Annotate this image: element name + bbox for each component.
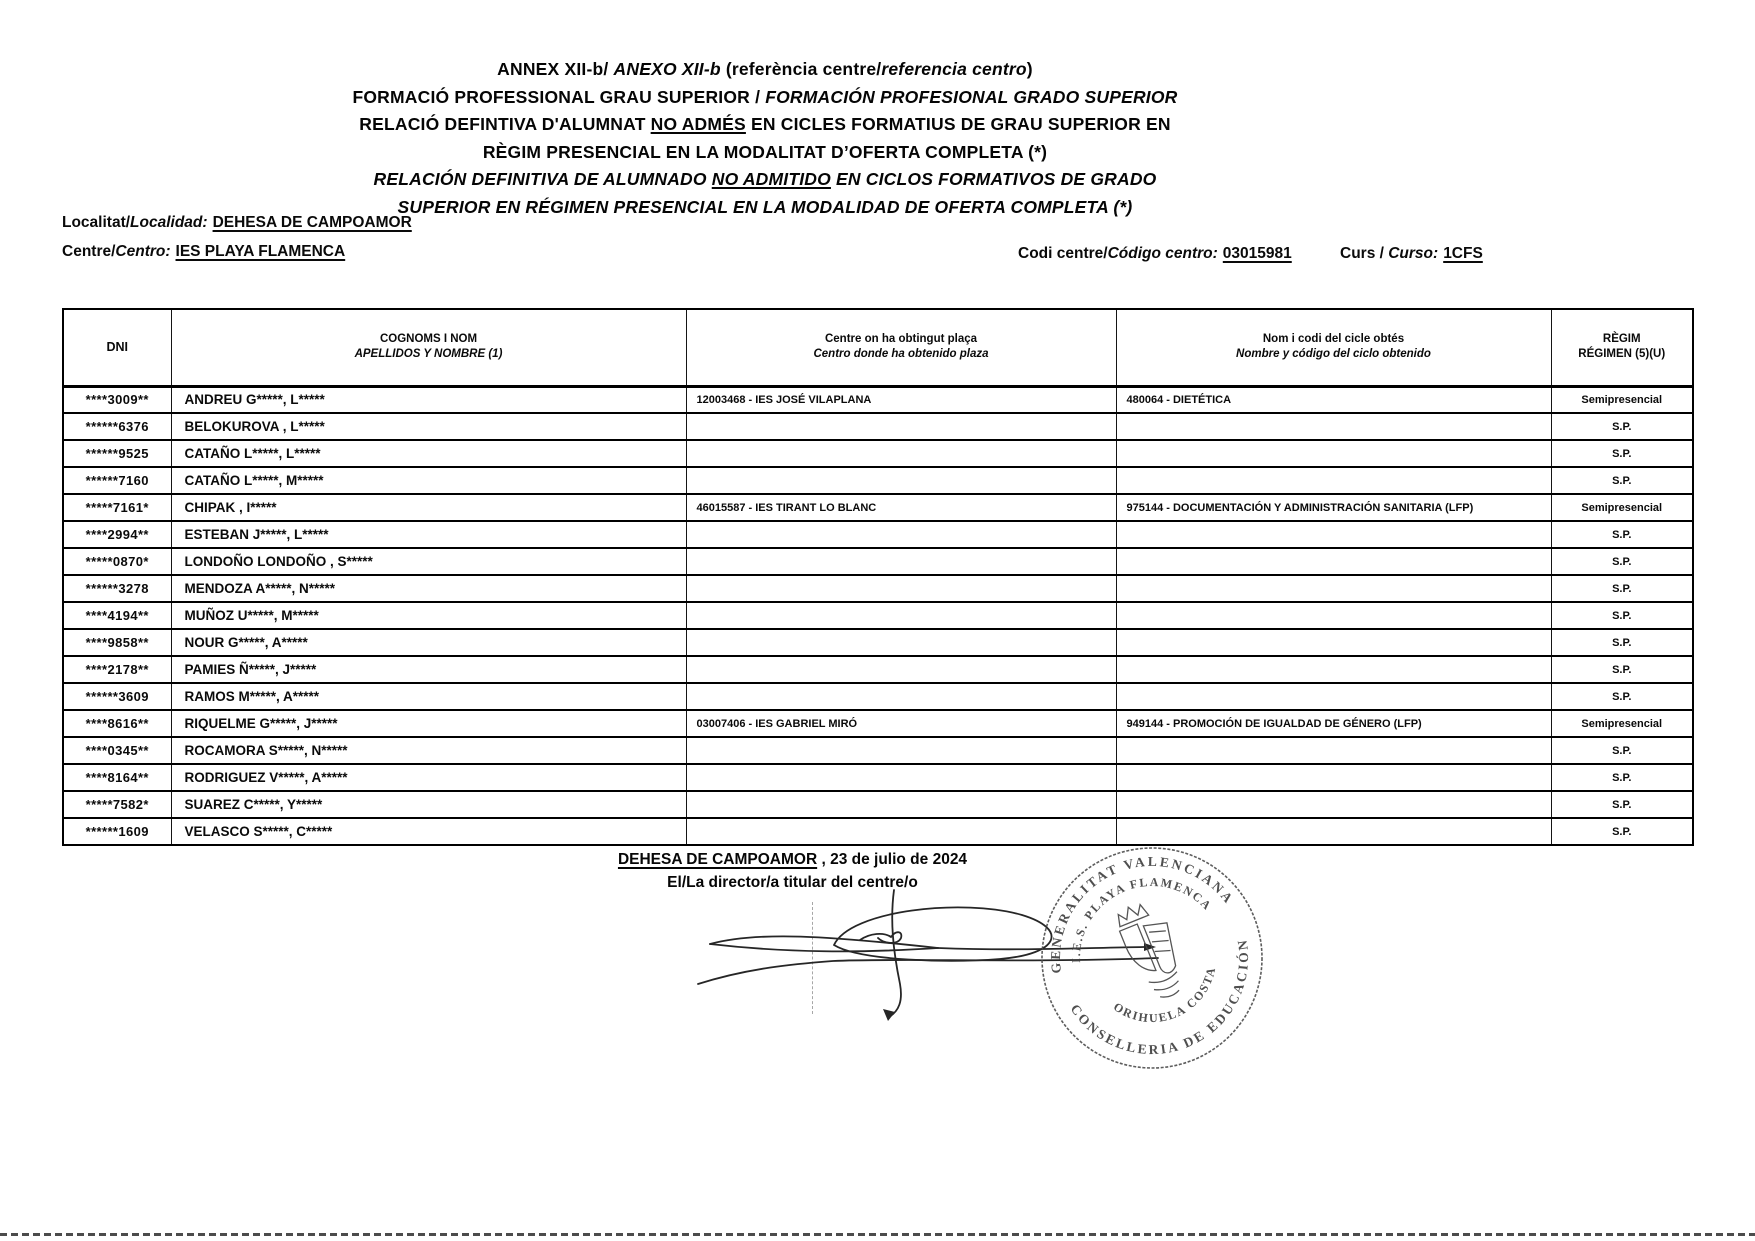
cycle-cell xyxy=(1116,791,1551,818)
column-header-line1: DNI xyxy=(106,339,129,354)
title-segment: RÈGIM PRESENCIAL EN LA MODALITAT D’OFERTA COMPLETA (*) xyxy=(482,141,1048,162)
column-header xyxy=(171,309,686,386)
table-row xyxy=(63,683,1693,710)
centre-cell xyxy=(686,413,1116,440)
cycle-cell xyxy=(1116,764,1551,791)
centre-cell xyxy=(686,575,1116,602)
course-value: 1CFS xyxy=(1443,245,1483,262)
name-cell: MUÑOZ U*****, M***** xyxy=(171,602,686,629)
document-title xyxy=(60,56,1470,221)
regime-cell: S.P. xyxy=(1551,521,1693,548)
name-cell: PAMIES Ñ*****, J***** xyxy=(171,656,686,683)
regime-cell: S.P. xyxy=(1551,818,1693,845)
table-row xyxy=(63,710,1693,737)
centre-cell xyxy=(686,791,1116,818)
cycle-cell xyxy=(1116,440,1551,467)
name-cell: ANDREU G*****, L***** xyxy=(171,386,686,413)
cycle-cell: 480064 - DIETÉTICA xyxy=(1116,386,1551,413)
stamp-outer-top-text: GENERALITAT VALENCIANA xyxy=(1047,853,1238,975)
title-segment: FORMACIÓN PROFESIONAL GRADO SUPERIOR xyxy=(765,86,1178,107)
table-row xyxy=(63,791,1693,818)
dni-cell: ****4194** xyxy=(63,602,171,629)
title-segment: referencia centro xyxy=(881,59,1027,79)
regime-cell: S.P. xyxy=(1551,575,1693,602)
title-segment: SUPERIOR EN RÉGIMEN PRESENCIAL EN LA MODALIDAD DE OFERTA COMPLETA (*) xyxy=(397,196,1133,217)
dni-cell: ****2178** xyxy=(63,656,171,683)
centre-line xyxy=(62,243,345,261)
title-segment: EN CICLES FORMATIUS DE GRAU SUPERIOR EN xyxy=(745,114,1171,134)
footer-block xyxy=(0,851,1585,892)
table-row xyxy=(63,764,1693,791)
regime-cell: S.P. xyxy=(1551,764,1693,791)
centre-cell xyxy=(686,737,1116,764)
signer-title: El/La director/a titular del centre/o xyxy=(667,874,918,891)
column-header xyxy=(63,309,171,386)
regime-cell: S.P. xyxy=(1551,629,1693,656)
table-body xyxy=(63,386,1693,845)
cycle-cell xyxy=(1116,575,1551,602)
title-segment: EN CICLOS FORMATIVOS DE GRADO xyxy=(830,169,1157,189)
title-line xyxy=(60,84,1470,112)
regime-cell: Semipresencial xyxy=(1551,494,1693,521)
cycle-cell xyxy=(1116,521,1551,548)
course-line xyxy=(1340,245,1483,263)
table-row xyxy=(63,818,1693,845)
official-stamp xyxy=(1028,833,1278,1083)
dni-cell: ******3609 xyxy=(63,683,171,710)
title-line xyxy=(60,111,1470,139)
cycle-cell xyxy=(1116,656,1551,683)
regime-cell: S.P. xyxy=(1551,791,1693,818)
centre-cell xyxy=(686,764,1116,791)
centre-code-label-es: Código centro: xyxy=(1107,245,1218,262)
centre-cell xyxy=(686,602,1116,629)
cycle-cell xyxy=(1116,737,1551,764)
column-header-line2: RÉGIMEN (5)(U) xyxy=(1578,348,1666,361)
dni-cell: ****9858** xyxy=(63,629,171,656)
dni-cell: ******9525 xyxy=(63,440,171,467)
regime-cell: Semipresencial xyxy=(1551,710,1693,737)
dni-cell: ****2994** xyxy=(63,521,171,548)
cycle-cell: 975144 - DOCUMENTACIÓN Y ADMINISTRACIÓN SANITARIA (LFP) xyxy=(1116,494,1551,521)
name-cell: RAMOS M*****, A***** xyxy=(171,683,686,710)
table-row xyxy=(63,440,1693,467)
centre-code-line xyxy=(1018,245,1292,263)
cycle-cell xyxy=(1116,629,1551,656)
centre-cell xyxy=(686,467,1116,494)
centre-value: IES PLAYA FLAMENCA xyxy=(175,243,346,260)
centre-code-value: 03015981 xyxy=(1222,245,1292,262)
title-segment: NO ADMÉS xyxy=(650,114,746,134)
name-cell: ROCAMORA S*****, N***** xyxy=(171,737,686,764)
stamp-inner-bottom-text: ORIHUELA COSTA xyxy=(1110,964,1219,1026)
table-header xyxy=(63,309,1693,386)
dni-cell: ******1609 xyxy=(63,818,171,845)
scan-edge-artifact xyxy=(0,1233,1755,1236)
table-row xyxy=(63,737,1693,764)
locality-label-es: Localidad: xyxy=(130,214,208,231)
dni-cell: ****3009** xyxy=(63,386,171,413)
dni-cell: *****7582* xyxy=(63,791,171,818)
locality-label-ca: Localitat/ xyxy=(62,214,131,231)
column-header-line2: Nombre y código del ciclo obtenido xyxy=(1236,348,1431,361)
centre-cell xyxy=(686,548,1116,575)
dni-cell: *****0870* xyxy=(63,548,171,575)
footer-date: , 23 de julio de 2024 xyxy=(817,851,968,868)
name-cell: MENDOZA A*****, N***** xyxy=(171,575,686,602)
column-header xyxy=(1551,309,1693,386)
name-cell: CATAÑO L*****, L***** xyxy=(171,440,686,467)
results-table xyxy=(62,308,1694,846)
name-cell: LONDOÑO LONDOÑO , S***** xyxy=(171,548,686,575)
title-segment: ) xyxy=(1026,59,1033,79)
cycle-cell xyxy=(1116,413,1551,440)
name-cell: SUAREZ C*****, Y***** xyxy=(171,791,686,818)
table-row xyxy=(63,656,1693,683)
regime-cell: S.P. xyxy=(1551,548,1693,575)
course-label-es: Curso: xyxy=(1388,245,1439,262)
name-cell: RIQUELME G*****, J***** xyxy=(171,710,686,737)
centre-cell xyxy=(686,521,1116,548)
column-header-line2: Centro donde ha obtenido plaza xyxy=(813,348,989,361)
regime-cell: S.P. xyxy=(1551,413,1693,440)
stamp-inner-top-text: I.E.S. PLAYA FLAMENCA xyxy=(1068,874,1215,964)
centre-label-es: Centro: xyxy=(115,243,171,260)
column-header xyxy=(1116,309,1551,386)
cycle-cell xyxy=(1116,548,1551,575)
locality-line xyxy=(62,214,412,232)
regime-cell: S.P. xyxy=(1551,737,1693,764)
cycle-cell xyxy=(1116,602,1551,629)
centre-cell: 12003468 - IES JOSÉ VILAPLANA xyxy=(686,386,1116,413)
dni-cell: ******7160 xyxy=(63,467,171,494)
table-row xyxy=(63,548,1693,575)
centre-cell: 03007406 - IES GABRIEL MIRÓ xyxy=(686,710,1116,737)
title-segment: ANEXO XII-b xyxy=(613,59,726,79)
regime-cell: S.P. xyxy=(1551,467,1693,494)
footer-place: DEHESA DE CAMPOAMOR xyxy=(617,851,818,868)
dni-cell: ******6376 xyxy=(63,413,171,440)
table-row xyxy=(63,629,1693,656)
centre-label-ca: Centre/ xyxy=(62,243,116,260)
table-row xyxy=(63,386,1693,413)
title-segment: ANNEX XII-b/ xyxy=(497,59,614,79)
title-segment: (referència centre/ xyxy=(725,59,882,79)
name-cell: CATAÑO L*****, M***** xyxy=(171,467,686,494)
regime-cell: S.P. xyxy=(1551,656,1693,683)
column-header-line2: APELLIDOS Y NOMBRE (1) xyxy=(354,348,503,361)
regime-cell: Semipresencial xyxy=(1551,386,1693,413)
table-row xyxy=(63,575,1693,602)
table-row xyxy=(63,521,1693,548)
table-row xyxy=(63,467,1693,494)
course-label-ca: Curs / xyxy=(1340,245,1389,262)
column-header-line1: Centre on ha obtingut plaça xyxy=(824,333,978,346)
locality-value: DEHESA DE CAMPOAMOR xyxy=(212,214,412,231)
name-cell: RODRIGUEZ V*****, A***** xyxy=(171,764,686,791)
column-header-line1: Nom i codi del cicle obtés xyxy=(1262,333,1405,346)
title-line xyxy=(60,166,1470,194)
regime-cell: S.P. xyxy=(1551,683,1693,710)
place-date-line xyxy=(0,851,1585,869)
centre-cell xyxy=(686,629,1116,656)
column-header-line1: RÈGIM xyxy=(1602,333,1641,346)
name-cell: ESTEBAN J*****, L***** xyxy=(171,521,686,548)
cycle-cell xyxy=(1116,467,1551,494)
cycle-cell xyxy=(1116,683,1551,710)
dni-cell: ****8616** xyxy=(63,710,171,737)
stamp-coat-of-arms xyxy=(1112,896,1192,1005)
name-cell: BELOKUROVA , L***** xyxy=(171,413,686,440)
title-segment: NO ADMITIDO xyxy=(711,169,831,189)
centre-cell xyxy=(686,440,1116,467)
centre-cell xyxy=(686,683,1116,710)
title-line xyxy=(60,139,1470,167)
centre-code-label-ca: Codi centre/ xyxy=(1018,245,1108,262)
regime-cell: S.P. xyxy=(1551,602,1693,629)
table-row xyxy=(63,602,1693,629)
table-row xyxy=(63,494,1693,521)
name-cell: NOUR G*****, A***** xyxy=(171,629,686,656)
dni-cell: ****8164** xyxy=(63,764,171,791)
dni-cell: *****7161* xyxy=(63,494,171,521)
title-line xyxy=(60,56,1470,84)
cycle-cell: 949144 - PROMOCIÓN DE IGUALDAD DE GÉNERO (LFP) xyxy=(1116,710,1551,737)
title-segment: RELACIÓN DEFINITIVA DE ALUMNADO xyxy=(373,169,712,189)
name-cell: CHIPAK , I***** xyxy=(171,494,686,521)
stamp-outer-bottom-text: CONSELLERIA DE EDUCACIÓN xyxy=(1067,936,1252,1058)
dni-cell: ****0345** xyxy=(63,737,171,764)
column-header xyxy=(686,309,1116,386)
regime-cell: S.P. xyxy=(1551,440,1693,467)
name-cell: VELASCO S*****, C***** xyxy=(171,818,686,845)
title-segment: FORMACIÓ PROFESSIONAL GRAU SUPERIOR / xyxy=(352,86,766,107)
dni-cell: ******3278 xyxy=(63,575,171,602)
column-header-line1: COGNOMS I NOM xyxy=(379,333,478,346)
centre-cell xyxy=(686,656,1116,683)
centre-cell: 46015587 - IES TIRANT LO BLANC xyxy=(686,494,1116,521)
title-segment: RELACIÓ DEFINTIVA D'ALUMNAT xyxy=(359,114,651,134)
table-row xyxy=(63,413,1693,440)
